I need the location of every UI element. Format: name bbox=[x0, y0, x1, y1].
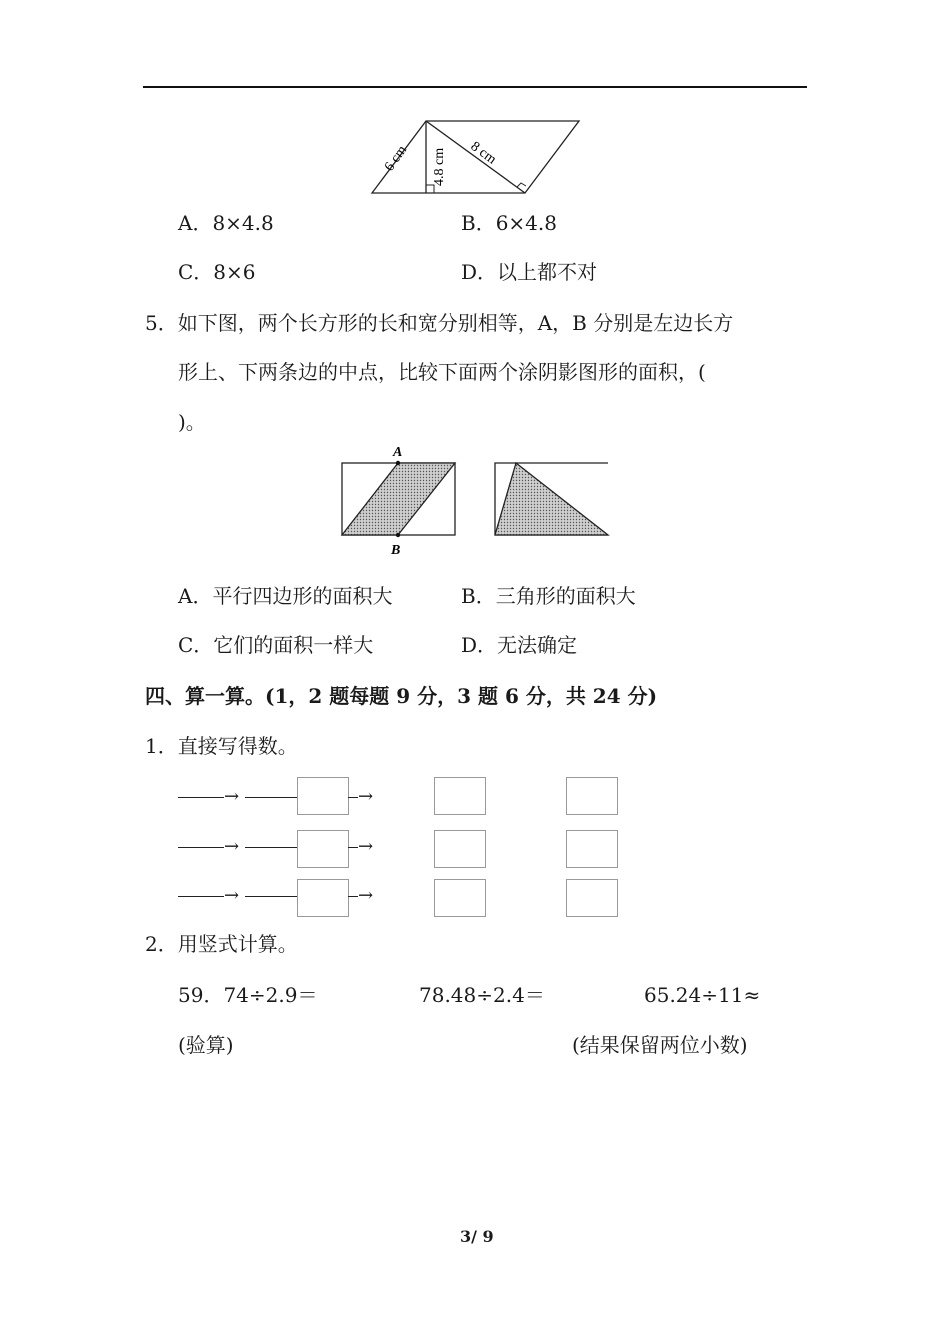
arrow-icon: → bbox=[224, 786, 240, 807]
arrow-icon: → bbox=[224, 836, 240, 857]
q2-title: 2．用竖式计算。 bbox=[145, 932, 298, 956]
q5-line2: 形上、下两条边的中点，比较下面两个涂阴影图形的面积，( bbox=[178, 360, 706, 384]
q2-note-round: (结果保留两位小数) bbox=[572, 1033, 748, 1057]
arrow-icon: → bbox=[358, 836, 374, 857]
q2-note-verify: (验算) bbox=[178, 1033, 234, 1057]
answer-box[interactable] bbox=[434, 777, 486, 815]
q4-parallelogram-figure bbox=[365, 112, 590, 198]
q4-option-d[interactable]: D．以上都不对 bbox=[461, 260, 598, 284]
answer-box[interactable] bbox=[297, 830, 349, 868]
q4-option-a[interactable]: A．8×4.8 bbox=[178, 211, 274, 235]
left-rectangle-figure bbox=[342, 445, 455, 558]
answer-box[interactable] bbox=[297, 777, 349, 815]
q2-expression-1: 59．74÷2.9＝ bbox=[178, 983, 318, 1007]
right-rectangle-figure bbox=[495, 463, 608, 535]
q4-option-b[interactable]: B．6×4.8 bbox=[461, 211, 557, 235]
label-8cm: 8 cm bbox=[467, 139, 499, 168]
label-4.8cm: 4.8 cm bbox=[432, 147, 447, 186]
q5-option-d[interactable]: D．无法确定 bbox=[461, 633, 578, 657]
q5-option-b[interactable]: B．三角形的面积大 bbox=[461, 584, 636, 608]
section4-title: 四、算一算。(1，2 题每题 9 分，3 题 6 分，共 24 分) bbox=[145, 684, 658, 708]
header-rule bbox=[143, 86, 807, 88]
q2-expression-3: 65.24÷11≈ bbox=[644, 983, 761, 1007]
q5-shaded-figures bbox=[335, 440, 620, 560]
page-number: 3/ 9 bbox=[460, 1227, 494, 1246]
q5-line1: 5．如下图，两个长方形的长和宽分别相等，A，B 分别是左边长方 bbox=[145, 311, 734, 335]
label-6cm: 6 cm bbox=[381, 143, 411, 175]
right-angle-mark-diagonal bbox=[517, 183, 526, 187]
point-a bbox=[396, 461, 400, 465]
arrow-icon: → bbox=[358, 885, 374, 906]
q5-option-c[interactable]: C．它们的面积一样大 bbox=[178, 633, 374, 657]
point-b bbox=[396, 533, 400, 537]
q5-option-a[interactable]: A．平行四边形的面积大 bbox=[178, 584, 393, 608]
answer-box[interactable] bbox=[434, 830, 486, 868]
answer-box[interactable] bbox=[566, 830, 618, 868]
arrow-icon: → bbox=[224, 885, 240, 906]
arrow-icon: → bbox=[358, 786, 374, 807]
q2-expression-2: 78.48÷2.4＝ bbox=[419, 983, 545, 1007]
answer-box[interactable] bbox=[566, 879, 618, 917]
q4-option-c[interactable]: C．8×6 bbox=[178, 260, 256, 284]
q5-line3: )。 bbox=[178, 410, 206, 434]
answer-box[interactable] bbox=[566, 777, 618, 815]
shaded-triangle bbox=[495, 463, 608, 535]
q1-title: 1．直接写得数。 bbox=[145, 734, 298, 758]
answer-box[interactable] bbox=[434, 879, 486, 917]
label-a: A bbox=[393, 445, 403, 460]
label-b: B bbox=[391, 543, 401, 558]
answer-box[interactable] bbox=[297, 879, 349, 917]
